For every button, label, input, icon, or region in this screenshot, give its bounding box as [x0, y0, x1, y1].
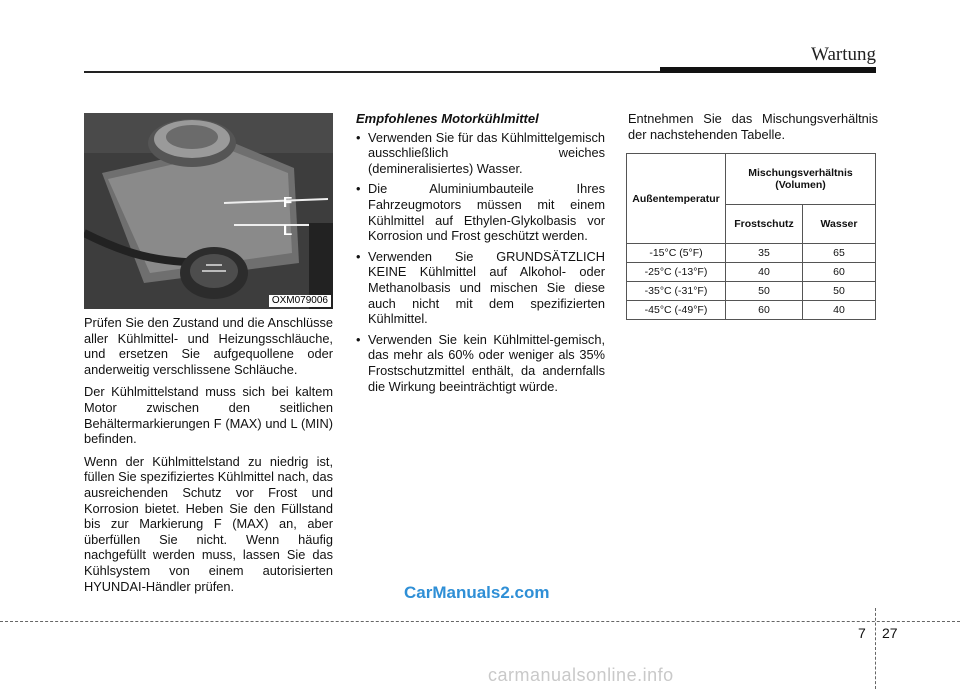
cell-water: 40 [803, 301, 876, 320]
header-antifreeze: Frostschutz [726, 205, 803, 244]
cell-temperature: -25°C (-13°F) [627, 263, 726, 282]
header-mixture-ratio: Mischungsverhältnis (Volumen) [726, 154, 876, 205]
coolant-reservoir-photo [84, 113, 333, 309]
footer-site-watermark: carmanualsonline.info [488, 665, 674, 685]
max-mark-label: F [283, 194, 293, 211]
middle-column [356, 111, 605, 399]
table-row [627, 301, 876, 320]
table-intro: Entnehmen Sie das Mischungsverhältnis der nachstehenden Tabelle. [628, 111, 878, 142]
cell-temperature: -35°C (-31°F) [627, 282, 726, 301]
cell-antifreeze: 50 [726, 282, 803, 301]
header-rule [84, 71, 660, 73]
list-item: • Verwenden Sie kein Kühlmittel-gemisch, das mehr als 60% oder weniger als 35% Frostschutzmittel enthält, da andernfalls die Wirkung beeinträchtigt würde. [356, 332, 605, 394]
mixture-ratio-table [626, 153, 876, 320]
coolant-bullet-list [356, 130, 605, 395]
list-item: • Verwenden Sie GRUNDSÄTZLICH KEINE Kühlmittel auf Alkohol- oder Methanolbasis und mischen Sie diese auch nicht mit dem spezifizierten Kühlmittel. [356, 249, 605, 327]
cell-antifreeze: 60 [726, 301, 803, 320]
cell-water: 60 [803, 263, 876, 282]
figure-code: OXM079006 [269, 295, 331, 307]
cell-water: 50 [803, 282, 876, 301]
footer-vertical-divider [875, 608, 876, 689]
header-rule-accent [660, 67, 876, 73]
cell-water: 65 [803, 244, 876, 263]
cell-temperature: -45°C (-49°F) [627, 301, 726, 320]
cell-antifreeze: 35 [726, 244, 803, 263]
engine-bay-illustration [84, 113, 333, 309]
table-row [627, 282, 876, 301]
footer-divider [0, 621, 960, 622]
left-column [84, 315, 333, 601]
list-item: • Die Aluminiumbauteile Ihres Fahrzeugmotors müssen mit einem Kühlmittel auf Ethylen-Glykolbasis vor Korrosion und Frost geschützt werden. [356, 181, 605, 243]
header-outside-temperature: Außentemperatur [627, 154, 726, 244]
table-row [627, 263, 876, 282]
watermark-link[interactable]: CarManuals2.com [404, 583, 550, 602]
list-item: • Verwenden Sie für das Kühlmittelgemisch ausschließlich weiches (demineralisiertes) Wasser. [356, 130, 605, 177]
section-header-title: Wartung [811, 44, 876, 65]
min-mark-label: L [283, 222, 293, 239]
right-column [628, 111, 878, 149]
table-row [627, 244, 876, 263]
header-water: Wasser [803, 205, 876, 244]
cell-antifreeze: 40 [726, 263, 803, 282]
section-title: Empfohlenes Motorkühlmittel [356, 111, 539, 126]
paragraph-refill: Wenn der Kühlmittelstand zu niedrig ist, füllen Sie spezifiziertes Kühlmittel nach, das ausreichenden Schutz vor Frost und Korrosion bietet. Heben Sie den Füllstand bis zur Markierung F (MAX) an, aber überfüllen Sie nicht. Wenn häufig nachgefüllt werden muss, lassen Sie das Kühlsystem von einem autorisierten HYUNDAI-Händler prüfen. [84, 453, 333, 594]
chapter-number: 7 [858, 625, 866, 641]
page-number: 27 [882, 625, 898, 641]
paragraph-hoses: Prüfen Sie den Zustand und die Anschlüsse aller Kühlmittel- und Heizungsschläuche, und ersetzen Sie aufgequollene oder anderweitig verschlissene Schläuche. [84, 315, 333, 377]
cell-temperature: -15°C (5°F) [627, 244, 726, 263]
paragraph-level: Der Kühlmittelstand muss sich bei kaltem Motor zwischen den seitlichen Behältermarkierungen F (MAX) und L (MIN) befinden. [84, 384, 333, 447]
